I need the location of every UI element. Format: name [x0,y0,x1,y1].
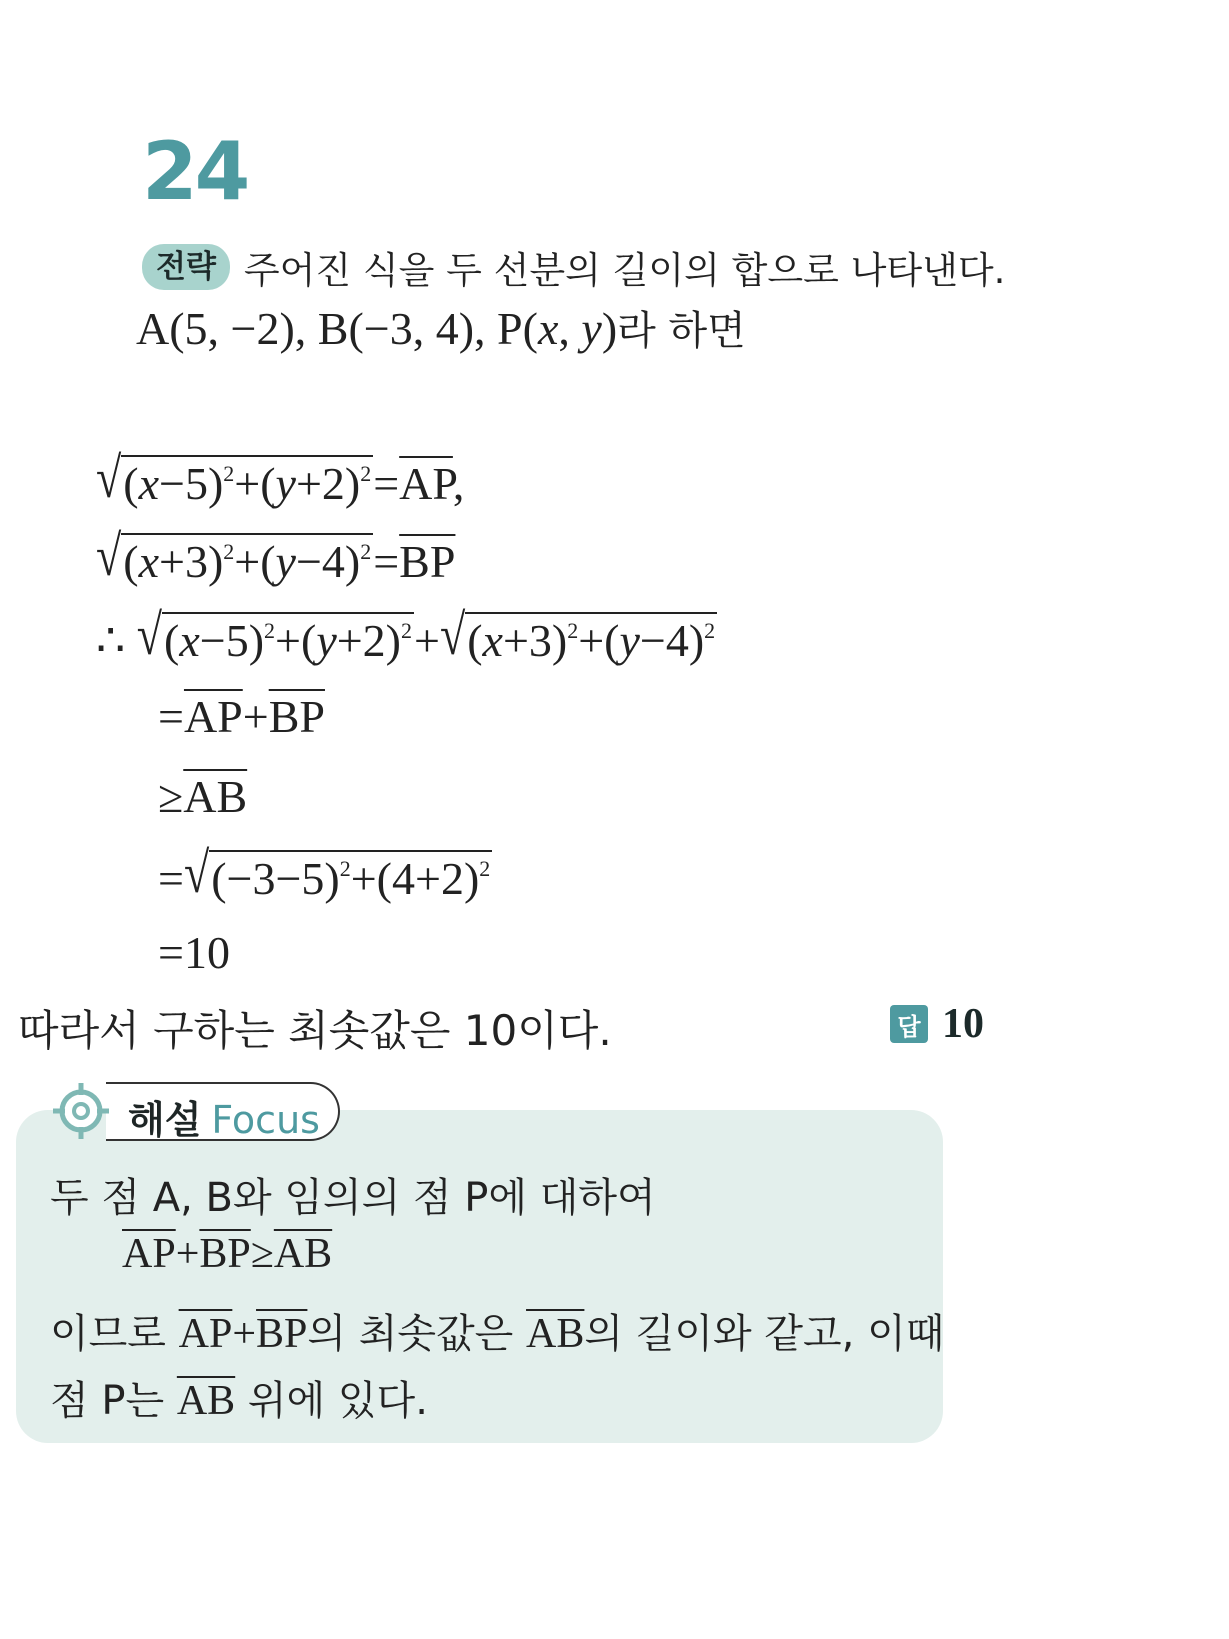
problem-number: 24 [142,125,248,218]
focus-inequality: $\overline{AP}+\overline{BP}\ge\overline{AB}$ [122,1231,333,1277]
strategy-text: 주어진 식을 두 선분의 길이의 합으로 나타낸다. [243,249,1006,292]
focus-line-1: 두 점 A, B와 임의의 점 P에 대하여 [50,1175,656,1221]
focus-title [128,1089,320,1144]
strategy-badge: 전략 [142,244,230,290]
equation-ab: $\ge\overline{AB}$ [158,771,248,822]
focus-title-english: Focus [211,1098,320,1142]
focus-title-korean: 해설 [128,1098,202,1142]
strategy-line [142,240,1005,294]
focus-line-4: 점 P는 $\overline{AB}$ 위에 있다. [50,1378,428,1424]
answer-value: 10 [942,1001,984,1047]
answer-badge: 답 [890,1005,928,1043]
equation-ap-bp: $=\overline{AP}+\overline{BP}$ [158,691,325,742]
equation-sum: ∴ $√(x-5)^2+(y+2)^2+√(x+3)^2+(y-4)^2$ [96,602,716,667]
focus-line-3: 이므로 $\overline{AP}+\overline{BP}$의 최솟값은 $\overline{AB}$의 길이와 같고, 이때 [50,1311,945,1357]
conclusion-text: 따라서 구하는 최솟값은 10이다. [18,1006,612,1055]
answer-block [890,1000,984,1048]
equation-ap: $√(x-5)^2+(y+2)^2=\overline{AP}$, [96,445,465,510]
equation-distance: $=√(-3-5)^2+(4+2)^2$ [158,840,491,905]
equation-result: =10 [158,927,230,978]
setup-line: A(5, −2), B(−3, 4), P(x, y)라 하면 [136,303,746,354]
equation-bp: $√(x+3)^2+(y-4)^2=\overline{BP}$ [96,523,456,588]
target-icon [52,1082,110,1140]
